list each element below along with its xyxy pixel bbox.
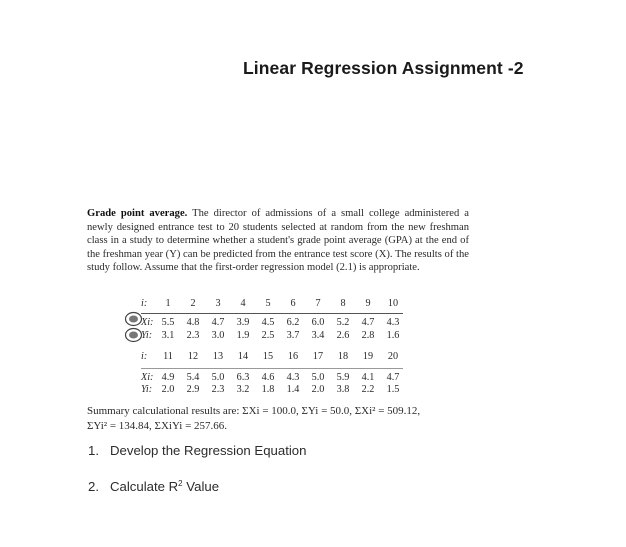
index-cell: 9 (365, 298, 371, 309)
index-cell: 3 (215, 298, 221, 309)
index-cell: 5 (265, 298, 271, 309)
y-value-cell: 2.0 (311, 384, 325, 395)
y-value-cell: 2.5 (261, 330, 275, 341)
index-cell: 8 (340, 298, 346, 309)
x-value-cell: 4.3 (386, 317, 400, 328)
x-value-cell: 4.7 (211, 317, 225, 328)
task-item (88, 443, 306, 458)
y-value-cell: 3.2 (236, 384, 250, 395)
y-value-cell: 1.4 (286, 384, 300, 395)
x-value-cell: 4.5 (261, 317, 275, 328)
y-value-cell: 2.6 (336, 330, 350, 341)
index-cell: 4 (240, 298, 246, 309)
y-value-cell: 2.8 (361, 330, 375, 341)
task-text: Calculate R (110, 479, 179, 494)
x-value-cell: 4.9 (161, 372, 175, 383)
x-value-cell: 6.3 (236, 372, 250, 383)
index-cell: 16 (287, 351, 299, 362)
x-value-cell: 3.9 (236, 317, 250, 328)
x-value-cell: 5.4 (186, 372, 200, 383)
task-number: 2. (88, 479, 99, 494)
task-number: 1. (88, 443, 99, 458)
index-label: i: (141, 351, 148, 362)
index-label: i: (141, 298, 148, 309)
y-value-cell: 3.7 (286, 330, 300, 341)
summary-line: ΣYi² = 134.84, ΣXiYi = 257.66. (87, 419, 228, 432)
index-cell: 15 (262, 351, 274, 362)
index-cell: 2 (190, 298, 196, 309)
x-label: Xi: (141, 372, 154, 383)
x-value-cell: 4.7 (386, 372, 400, 383)
task-text: Develop the Regression Equation (110, 443, 307, 458)
x-value-cell: 4.1 (361, 372, 375, 383)
x-value-cell: 4.6 (261, 372, 275, 383)
y-value-cell: 1.9 (236, 330, 250, 341)
index-cell: 10 (387, 298, 399, 309)
index-cell: 13 (212, 351, 224, 362)
x-value-cell: 4.7 (361, 317, 375, 328)
task-superscript: 2 (178, 479, 183, 488)
y-value-cell: 1.6 (386, 330, 400, 341)
x-value-cell: 6.2 (286, 317, 300, 328)
index-cell: 6 (290, 298, 296, 309)
problem-statement (87, 207, 469, 275)
table-rule (141, 313, 403, 314)
x-value-cell: 5.9 (336, 372, 350, 383)
y-value-cell: 2.9 (186, 384, 200, 395)
x-value-cell: 6.0 (311, 317, 325, 328)
index-cell: 14 (237, 351, 249, 362)
table-rule (141, 368, 403, 369)
x-value-cell: 5.5 (161, 317, 175, 328)
task-tail: Value (182, 479, 220, 494)
index-cell: 18 (337, 351, 349, 362)
page-title: Linear Regression Assignment -2 (243, 58, 524, 78)
x-value-cell: 4.8 (186, 317, 200, 328)
y-label: Yi: (141, 330, 153, 341)
summary-results (87, 404, 472, 433)
index-cell: 7 (315, 298, 321, 309)
task-item (88, 479, 219, 494)
y-value-cell: 2.3 (186, 330, 200, 341)
y-value-cell: 3.0 (211, 330, 225, 341)
x-value-cell: 5.2 (336, 317, 350, 328)
index-cell: 11 (163, 351, 173, 362)
y-value-cell: 2.2 (361, 384, 375, 395)
index-cell: 1 (165, 298, 171, 309)
y-value-cell: 1.8 (261, 384, 275, 395)
y-value-cell: 3.1 (161, 330, 175, 341)
y-value-cell: 3.4 (311, 330, 325, 341)
index-cell: 17 (312, 351, 324, 362)
summary-line: Summary calculational results are: ΣXi = 100.0, ΣYi = 50.0, ΣXi² = 509.12, (87, 405, 421, 417)
x-label: Xi: (141, 317, 154, 328)
x-value-cell: 4.3 (286, 372, 300, 383)
y-value-cell: 1.5 (386, 384, 400, 395)
problem-body: The director of admissions of a small college administered a newly designed entrance test to 20 students selected at random from the new freshman class in a study to determine whether a student's grade point average (GPA) at the end of the freshman year (Y) can be predicted from the entrance test score (X). The results of the study follow. Assume that the first-order regression model (2.1) is appropriate. (87, 208, 469, 274)
y-value-cell: 2.0 (161, 384, 175, 395)
index-cell: 20 (387, 351, 399, 362)
problem-heading: Grade point average. (87, 208, 188, 219)
index-cell: 19 (362, 351, 374, 362)
x-value-cell: 5.0 (211, 372, 225, 383)
y-label: Yi: (141, 384, 153, 395)
x-value-cell: 5.0 (311, 372, 325, 383)
index-cell: 12 (187, 351, 199, 362)
y-value-cell: 3.8 (336, 384, 350, 395)
y-value-cell: 2.3 (211, 384, 225, 395)
